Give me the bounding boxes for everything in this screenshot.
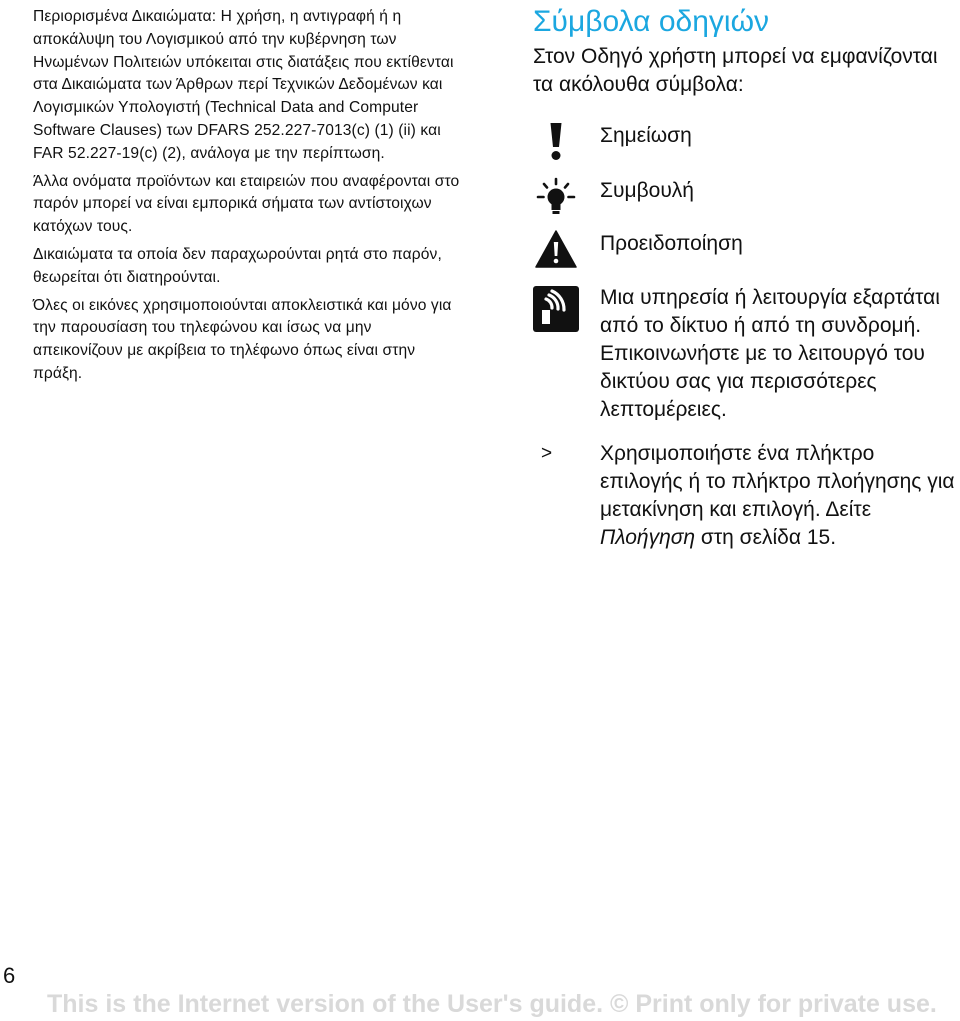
symbol-label-note: Σημείωση <box>600 124 692 147</box>
instruction-symbols-section <box>533 4 960 549</box>
symbol-label-tip: Συμβουλή <box>600 179 694 202</box>
page-number: 6 <box>3 963 16 988</box>
lightbulb-icon <box>533 177 579 217</box>
illustrations-paragraph: Όλες οι εικόνες χρησιμοποιούνται αποκλειστικά και μόνο για την παρουσίαση του τηλεφώνου και ίσως να μην απεικονίζουν με ακρίβεια το τηλέφωνο όπως είναι στην πράξη. <box>33 296 452 382</box>
exclamation-icon <box>533 122 579 162</box>
section-heading: Σύμβολα οδηγιών <box>533 5 769 38</box>
symbol-label-network-service: Μια υπηρεσία ή λειτουργία εξαρτάται από το δίκτυο ή από τη συνδρομή. Επικοινωνήστε με το λειτουργό του δικτύου σας για περισσότερες λεπτομέρειες. <box>600 286 940 421</box>
symbol-label-navigation <box>600 440 960 552</box>
navigation-text-before: Χρησιμοποιήστε ένα πλήκτρο επιλογής ή το πλήκτρο πλοήγησης για μετακίνηση και επιλογή. Δείτε <box>600 442 955 521</box>
restricted-rights-paragraph: Περιορισμένα Δικαιώματα: Η χρήση, η αντιγραφή ή η αποκάλυψη του Λογισμικού από την κυβέρνηση των Ηνωμένων Πολιτειών υπόκειται στις διατάξεις που εκτίθενται στα Δικαιώματα των Άρθρων περί Τεχνικών Δεδομένων και Λογισμικών Υπολογιστή (Technical Data and Computer Software Clauses) των DFARS 252.227-7013(c) (1) (ii) και FAR 52.227-19(c) (2), ανάλογα με την περίπτωση. <box>33 8 454 162</box>
legal-notice-column <box>33 6 463 391</box>
trademarks-paragraph: Άλλα ονόματα προϊόντων και εταιρειών που αναφέρονται στο παρόν μπορεί να είναι εμπορικά σήματα των αντίστοιχων κατόχων τους. <box>33 172 460 236</box>
navigation-link-text: Πλοήγηση <box>600 526 696 549</box>
footer-watermark: This is the Internet version of the User's guide. © Print only for private use. <box>47 990 937 1018</box>
section-intro: Στον Οδηγό χρήστη μπορεί να εμφανίζονται τα ακόλουθα σύμβολα: <box>533 45 938 96</box>
network-service-icon <box>533 284 579 332</box>
navigation-text-after: στη σελίδα 15. <box>695 526 837 549</box>
reserved-rights-paragraph: Δικαιώματα τα οποία δεν παραχωρούνται ρητά στο παρόν, θεωρείται ότι διατηρούνται. <box>33 245 442 286</box>
warning-triangle-icon <box>533 230 579 268</box>
arrow-right-icon: > <box>541 443 553 464</box>
symbol-label-warning: Προειδοποίηση <box>600 232 743 255</box>
